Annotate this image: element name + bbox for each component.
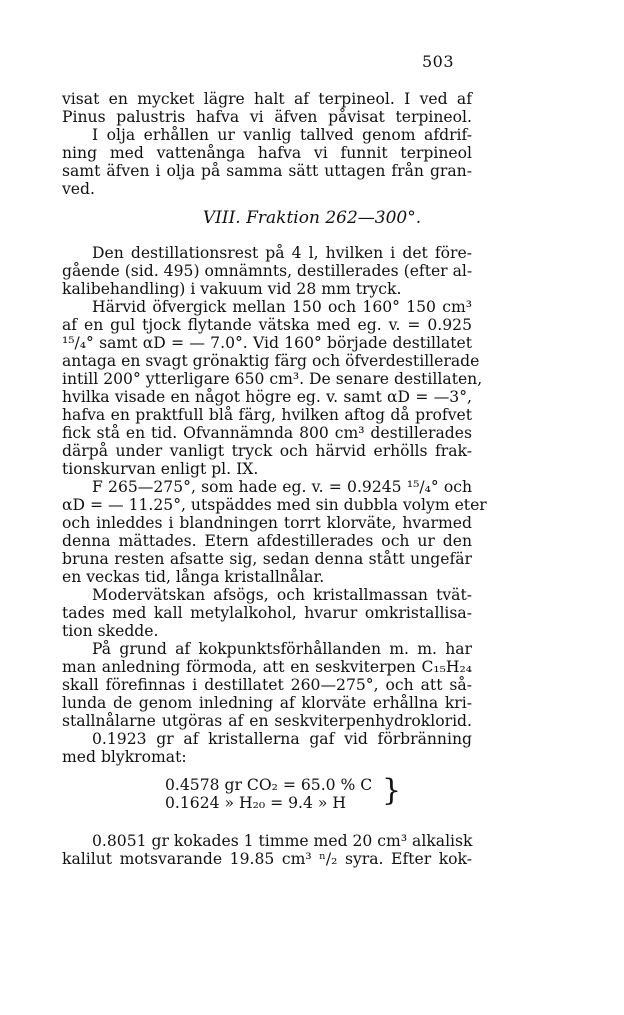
text-line: man anledning förmoda, att en seskviterpen C₁₅H₂₄ [62, 658, 472, 676]
text-line: intill 200° ytterligare 650 cm³. De senare destillaten, [62, 370, 483, 388]
text-line: därpå under vanligt tryck och härvid erhölls frak- [62, 442, 472, 460]
text-line: med blykromat: [62, 748, 187, 766]
text-line: Den destillationsrest på 4 l, hvilken i det före- [92, 244, 472, 262]
text-line: lunda de genom inledning af klorväte erhållna kri- [62, 694, 472, 712]
text-line: bruna resten afsatte sig, sedan denna stått ungefär [62, 550, 472, 568]
text-line: antaga en svagt grönaktig färg och öfverdestillerade [62, 352, 480, 370]
text-line: och inleddes i blandningen torrt klorväte, hvarmed [62, 514, 472, 532]
section-heading: VIII. Fraktion 262—300°. [202, 208, 422, 228]
text-line: gående (sid. 495) omnämnts, destillerades (efter al- [62, 262, 473, 280]
text-line: 0.8051 gr kokades 1 timme med 20 cm³ alkalisk [92, 832, 473, 850]
text-line: ¹⁵/₄° samt αD = — 7.0°. Vid 160° började destillatet [62, 334, 472, 352]
text-line: ved. [62, 180, 95, 198]
text-line: hvilka visade en något högre eg. v. samt αD = —3°, [62, 388, 472, 406]
text-line: Pinus palustris hafva vi äfven påvisat terpineol. [62, 108, 472, 126]
text-line: I olja erhållen ur vanlig tallved genom afdrif- [92, 126, 472, 144]
text-line: tades med kall metylalkohol, hvarur omkristallisa- [62, 604, 472, 622]
text-line: Härvid öfvergick mellan 150 och 160° 150 cm³ [92, 298, 472, 316]
page-number: 503 [422, 52, 455, 71]
text-line: kalibehandling) i vakuum vid 28 mm tryck. [62, 280, 402, 298]
text-line: en veckas tid, långa kristallnålar. [62, 568, 325, 586]
text-line: αD = — 11.25°, utspäddes med sin dubbla volym eter [62, 496, 487, 514]
text-line: tion skedde. [62, 622, 159, 640]
text-line: F 265—275°, som hade eg. v. = 0.9245 ¹⁵/₄° och [92, 478, 472, 496]
text-line: skall förefinnas i destillatet 260—275°, och att så- [62, 676, 472, 694]
text-line: kalilut motsvarande 19.85 cm³ ⁿ/₂ syra. Efter kok- [62, 850, 472, 868]
text-line: denna mättades. Etern afdestillerades och ur den [62, 532, 472, 550]
text-line: fick stå en tid. Ofvannämnda 800 cm³ destillerades [62, 424, 472, 442]
text-line: hafva en praktfull blå färg, hvilken aftog då profvet [62, 406, 472, 424]
text-line: visat en mycket lägre halt af terpineol. I ved af [62, 90, 472, 108]
text-line: stallnålarne utgöras af en seskviterpenhydroklorid. [62, 712, 472, 730]
text-line: tionskurvan enligt pl. IX. [62, 460, 259, 478]
formula-line: 0.1624 » H₂₀ = 9.4 » H [165, 794, 346, 812]
formula-line: 0.4578 gr CO₂ = 65.0 % C [165, 776, 373, 794]
text-line: Modervätskan afsögs, och kristallmassan tvät- [92, 586, 472, 604]
brace-glyph: } [382, 773, 402, 808]
text-line: På grund af kokpunktsförhållanden m. m. har [92, 640, 472, 658]
text-line: 0.1923 gr af kristallerna gaf vid förbränning [92, 730, 472, 748]
text-line: af en gul tjock flytande vätska med eg. v. = 0.925 [62, 316, 472, 334]
text-line: ning med vattenånga hafva vi funnit terpineol [62, 144, 472, 162]
text-line: samt äfven i olja på samma sätt uttagen från gran- [62, 162, 472, 180]
